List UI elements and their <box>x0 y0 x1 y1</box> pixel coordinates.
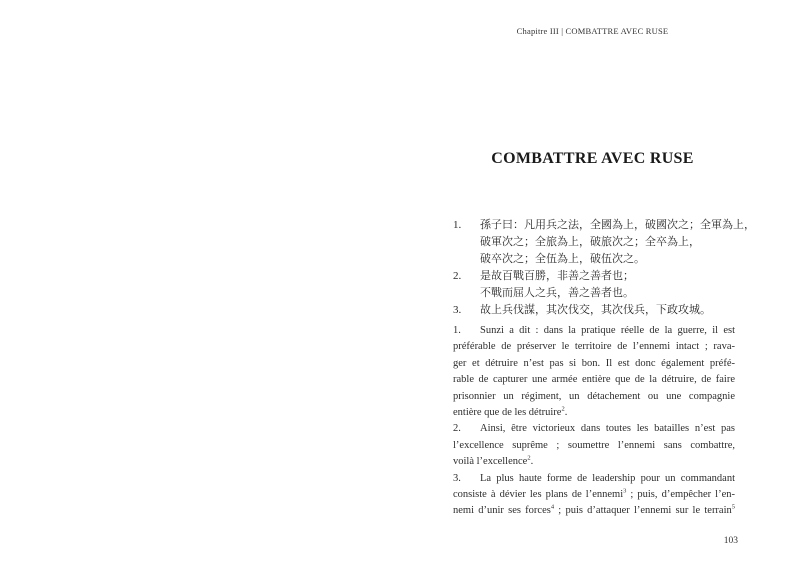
verse-number: 3. <box>453 304 462 316</box>
verse-number: 2. <box>453 270 462 282</box>
chinese-line: 是故百戰百勝，非善之善者也； <box>480 270 634 282</box>
footnote-marker[interactable]: 2 <box>527 454 531 462</box>
translation-line: l’excellence suprême ; soumettre l’ennemi sans combattre, <box>453 439 735 451</box>
running-head: Chapitre III | COMBATTRE AVEC RUSE <box>516 26 669 36</box>
paragraph-number: 2. <box>453 423 461 435</box>
chinese-line: 故上兵伐謀，其次伐交，其次伐兵，下政攻城。 <box>480 304 711 316</box>
translation-line: préférable de préserver le territoire de l’ennemi intact ; rava- <box>453 341 735 353</box>
paragraph-number: 3. <box>453 472 461 484</box>
translation-line: nemi d’unir ses forces <box>453 505 551 517</box>
chinese-line: 孫子曰：凡用兵之法，全國為上，破國次之；全軍為上， <box>480 219 755 231</box>
footnote-marker[interactable]: 2 <box>561 405 565 413</box>
translation-line: ; puis, d’empêcher l’en- <box>626 489 735 501</box>
french-translation <box>453 323 735 520</box>
chinese-original-text <box>453 217 753 319</box>
translation-line: ; puis d’attaquer l’ennemi sur le terrain <box>554 505 732 517</box>
translation-line: rable de capturer une armée entière que de la détruire, de faire <box>453 374 735 386</box>
translation-line: consiste à dévier les plans de l’ennemi <box>453 489 624 501</box>
footnote-marker[interactable]: 3 <box>623 487 627 495</box>
translation-line: entière que de les détruire <box>453 407 562 419</box>
page-number: 103 <box>723 536 738 546</box>
chinese-verse-3 <box>453 302 753 319</box>
footnote-marker[interactable]: 5 <box>731 503 736 511</box>
translation-paragraph-3 <box>453 471 735 520</box>
translation-line: voilà l’excellence <box>453 456 528 468</box>
translation-line: La plus haute forme de leadership pour un commandant <box>480 472 735 484</box>
translation-line: prisonnier un régiment, un détachement ou une compagnie <box>453 390 735 402</box>
paragraph-number: 1. <box>453 325 461 336</box>
translation-line: ger et détruire n’est pas si bon. Il est donc également préfé- <box>453 357 735 369</box>
translation-line: Ainsi, être victorieux dans toutes les batailles n’est pas <box>480 423 735 435</box>
translation-paragraph-2: 2. Ainsi, être victorieux dans toutes les batailles n’est pas l’excellence suprême ; soumettre l’ennemi sans combattre, voilà l’excellence$^2$. <box>453 423 735 468</box>
chinese-line: 不戰而屈人之兵，善之善者也。 <box>480 287 634 299</box>
footnote-marker[interactable]: 4 <box>550 503 555 511</box>
chinese-line: 破軍次之；全旅為上，破旅次之；全卒為上， <box>480 236 700 248</box>
chinese-verse-2 <box>453 268 753 302</box>
chinese-line: 破卒次之；全伍為上，破伍次之。 <box>480 253 645 265</box>
chinese-verse-1 <box>453 217 753 268</box>
translation-paragraph-1: 1. Sunzi a dit : dans la pratique réelle de la guerre, il est préférable de préserver le territoire de l’ennemi intact ; rava- ger et détruire n’est pas si bon. Il est donc également préfé- rable de capturer une armée entière que de la détruire, de faire prisonnier un régiment, un détachement ou une compagnie entière que de les détruire$^2$. <box>453 325 735 419</box>
translation-line: Sunzi a dit : dans la pratique réelle de la guerre, il est <box>480 325 735 336</box>
verse-number: 1. <box>453 219 462 231</box>
chapter-title: COMBATTRE AVEC RUSE <box>491 150 694 167</box>
right-page <box>395 0 790 576</box>
